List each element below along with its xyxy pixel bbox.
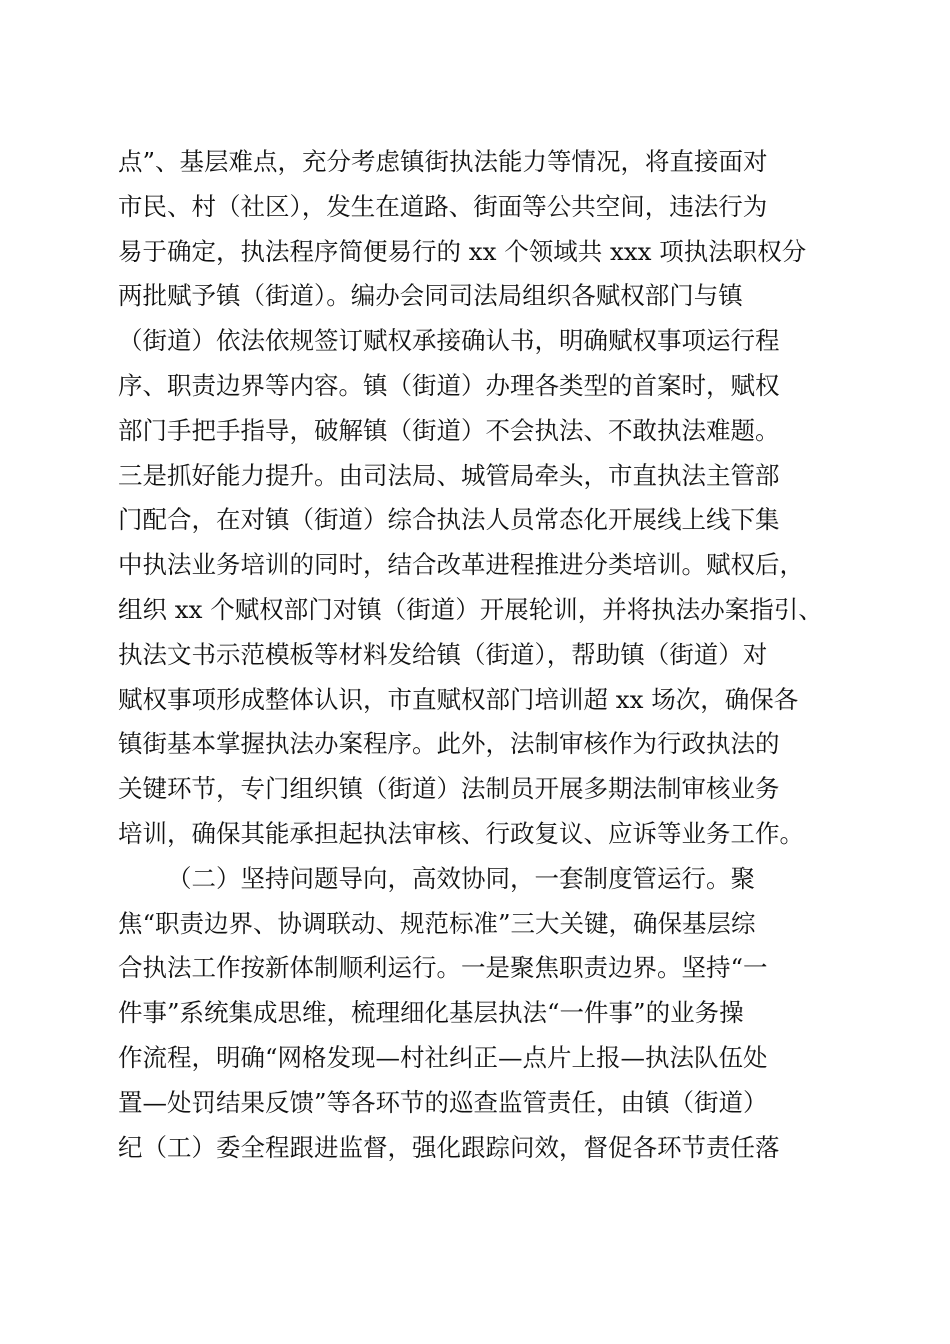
section-heading-line: （二）坚持问题导向，高效协同，一套制度管运行。聚 (167, 863, 755, 893)
text-line: 门配合，在对镇（街道）综合执法人员常态化开展线上线下集 (118, 505, 780, 535)
text-line: 点”、基层难点，充分考虑镇街执法能力等情况，将直接面对 (118, 147, 768, 176)
text-line: 关键环节，专门组织镇（街道）法制员开展多期法制审核业务 (118, 774, 780, 804)
text-line: 部门手把手指导，破解镇（街道）不会执法、不敢执法难题。 (118, 415, 780, 445)
text-line: （街道）依法依规签订赋权承接确认书，明确赋权事项运行程 (118, 326, 780, 356)
text-line: 置—处罚结果反馈”等各环节的巡查监管责任，由镇（街道） (118, 1087, 768, 1117)
text-line: 序、职责边界等内容。镇（街道）办理各类型的首案时，赋权 (118, 370, 780, 400)
text-line: 焦“职责边界、协调联动、规范标准”三大关键，确保基层综 (118, 908, 756, 938)
text-line: 培训，确保其能承担起执法审核、行政复议、应诉等业务工作。 (118, 818, 804, 848)
text-line: 中执法业务培训的同时，结合改革进程推进分类培训。赋权后， (118, 550, 804, 580)
text-line: 执法文书示范模板等材料发给镇（街道），帮助镇（街道）对 (118, 639, 768, 669)
text-line: 易于确定，执法程序简便易行的 xx 个领域共 xxx 项执法职权分 (118, 236, 807, 266)
text-line: 纪（工）委全程跟进监督，强化跟踪问效，督促各环节责任落 (118, 1132, 780, 1162)
text-line: 镇街基本掌握执法办案程序。此外，法制审核作为行政执法的 (118, 729, 780, 759)
text-line: 作流程，明确“网格发现—村社纠正—点片上报—执法队伍处 (118, 1042, 768, 1072)
body-text (118, 140, 838, 1170)
text-line: 组织 xx 个赋权部门对镇（街道）开展轮训，并将执法办案指引、 (118, 594, 823, 624)
text-line: 件事”系统集成思维，梳理细化基层执法“一件事”的业务操 (118, 998, 744, 1028)
text-line: 赋权事项形成整体认识，市直赋权部门培训超 xx 场次，确保各 (118, 684, 799, 714)
text-line: 市民、村（社区），发生在道路、街面等公共空间，违法行为 (118, 191, 768, 221)
text-line: 两批赋予镇（街道）。编办会同司法局组织各赋权部门与镇 (118, 281, 743, 311)
text-line: 合执法工作按新体制顺利运行。一是聚焦职责边界。坚持“一 (118, 953, 768, 983)
text-line: 三是抓好能力提升。由司法局、城管局牵头，市直执法主管部 (118, 460, 780, 490)
